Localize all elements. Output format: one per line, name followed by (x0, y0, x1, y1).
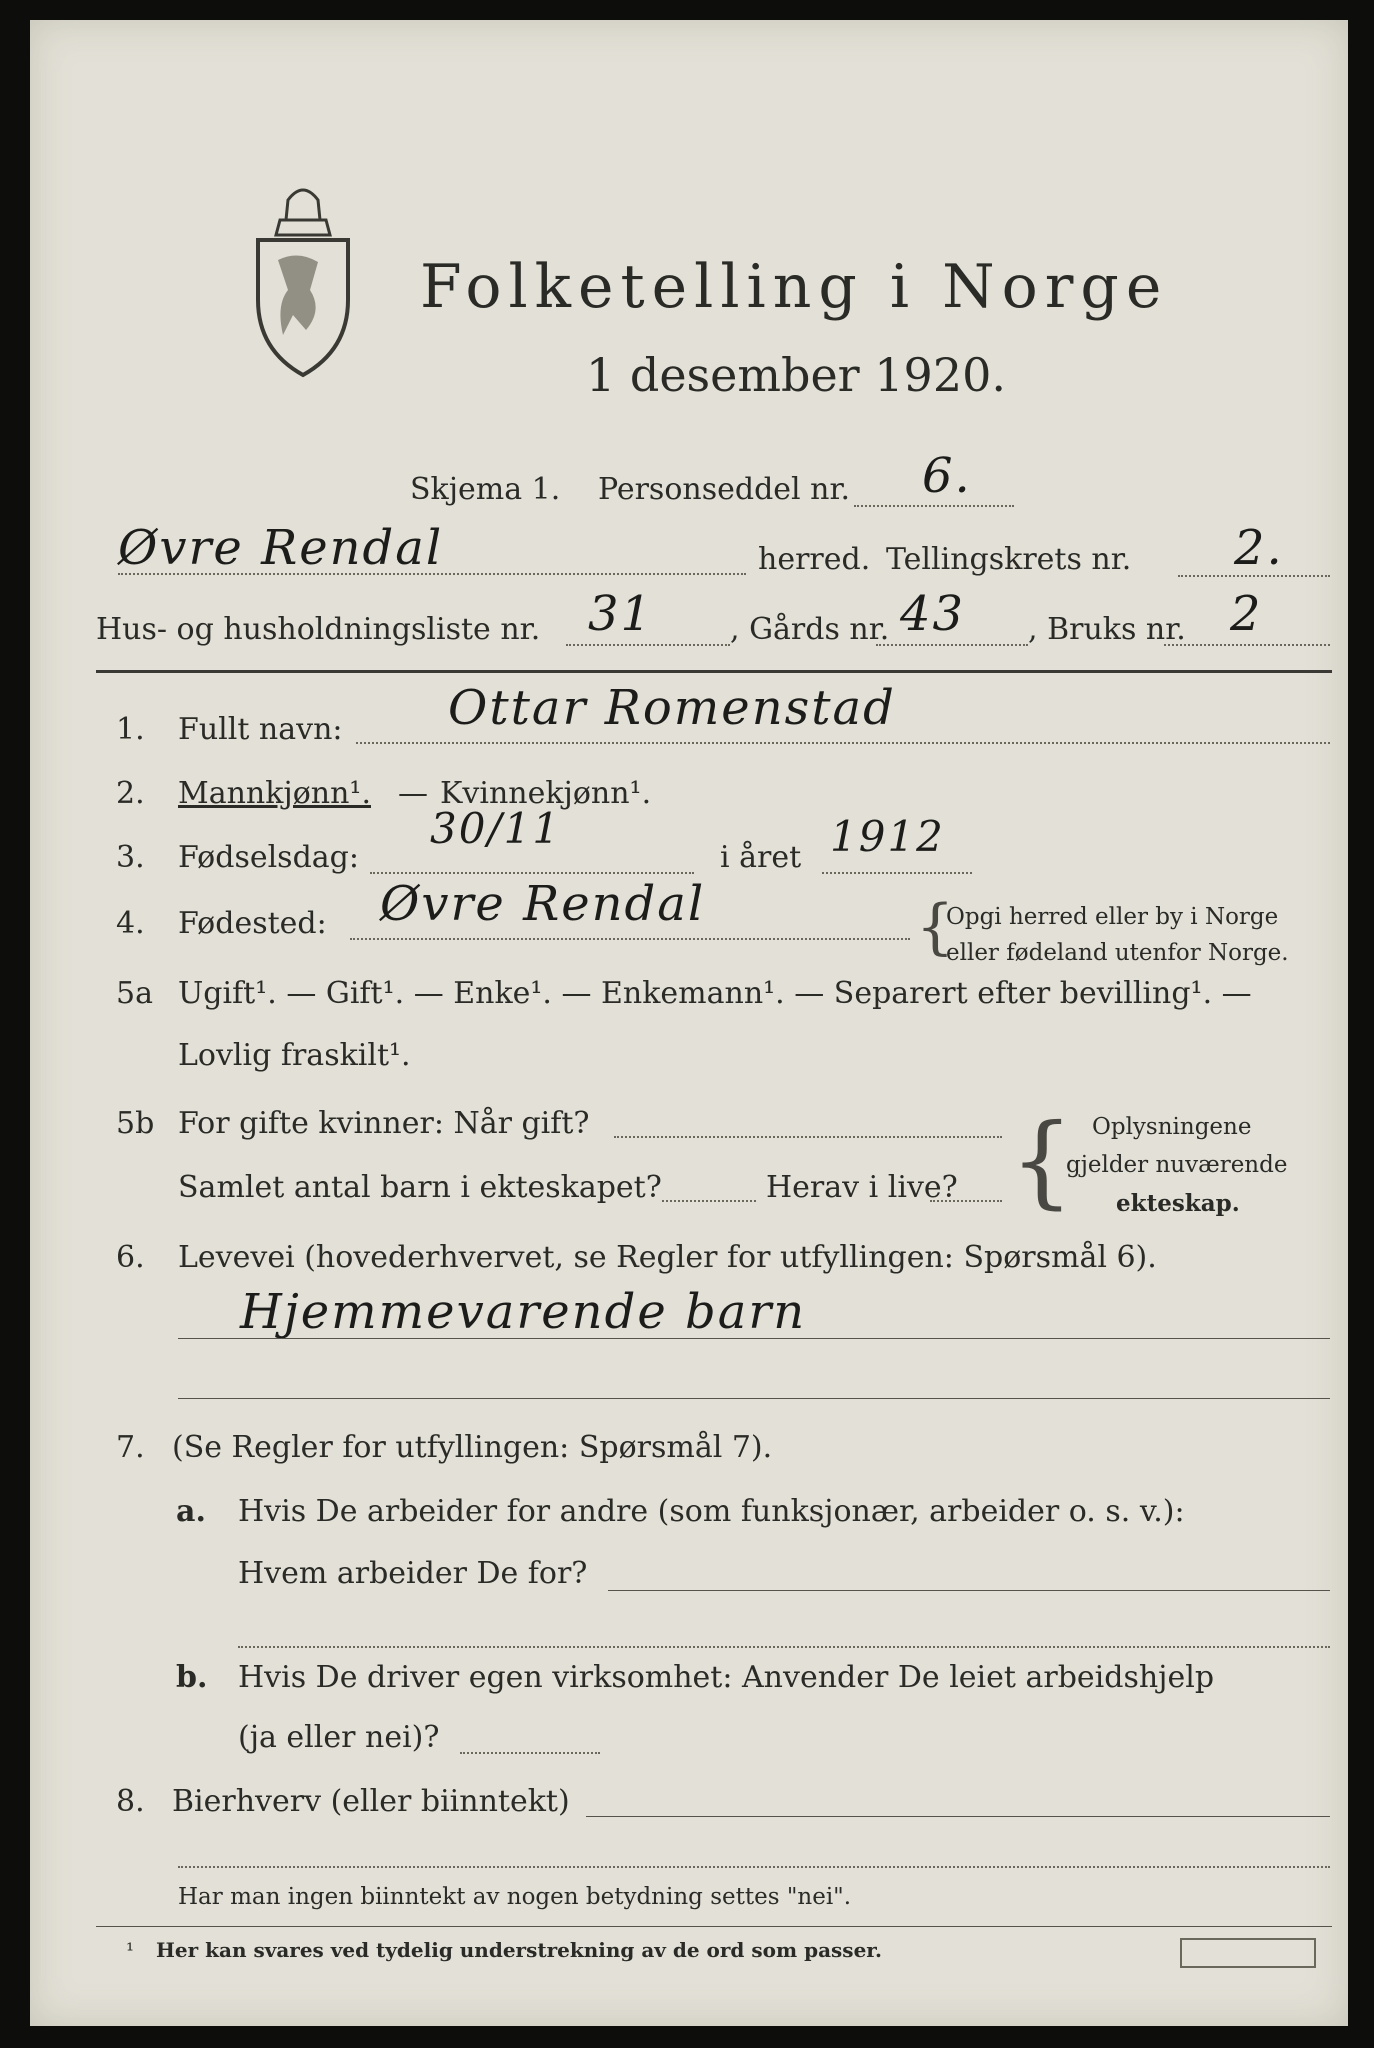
municipality-value: Øvre Rendal (118, 520, 444, 576)
footnote-mark: ¹ (126, 1938, 135, 1962)
married-when-label: For gifte kvinner: Når gift? (178, 1106, 590, 1141)
form-title: Folketelling i Norge (420, 252, 1169, 322)
children-count-label: Samlet antal barn i ekteskapet? (178, 1170, 662, 1205)
farm-number: 43 (900, 586, 966, 642)
census-form-page (30, 20, 1348, 2026)
birth-year-label: i året (720, 840, 802, 875)
employer-question-line2: Hvem arbeider De for? (238, 1556, 588, 1591)
birthplace-value: Øvre Rendal (380, 876, 706, 932)
marriage-note-line3: ekteskap. (1116, 1190, 1240, 1217)
birthplace-note-line2: eller fødeland utenfor Norge. (946, 940, 1289, 966)
side-income-label: Bierhverv (eller biinntekt) (172, 1784, 570, 1819)
q3-number: 3. (116, 840, 145, 875)
household-list-label: Hus- og husholdningsliste nr. (96, 612, 541, 647)
q2-number: 2. (116, 776, 145, 811)
schema-label: Skjema 1. (410, 472, 561, 507)
female-option: Kvinnekjønn¹. (440, 776, 652, 811)
birthdate-value: 30/11 (430, 804, 562, 853)
marriage-note-line2: gjelder nuværende (1066, 1152, 1288, 1178)
printer-stamp-icon (1180, 1938, 1316, 1968)
occupation-label: Levevei (hovederhvervet, se Regler for utfyllingen: Spørsmål 6). (178, 1240, 1157, 1275)
coat-of-arms-icon (248, 180, 358, 380)
self-employed-question-line1: Hvis De driver egen virksomhet: Anvender De leiet arbeidshjelp (238, 1660, 1215, 1695)
side-income-note: Har man ingen biinntekt av nogen betydning settes "nei". (178, 1884, 852, 1910)
marriage-note-brace: { (1010, 1102, 1074, 1219)
personseddel-label: Personseddel nr. (598, 472, 851, 507)
personseddel-number: 6. (922, 448, 972, 504)
holding-number: 2 (1230, 586, 1263, 642)
full-name-label: Fullt navn: (178, 712, 343, 747)
gender-separator: — (398, 776, 428, 811)
q7a-letter: a. (176, 1494, 206, 1529)
census-date: 1 desember 1920. (586, 348, 1006, 402)
birthplace-note-line1: Opgi herred eller by i Norge (946, 904, 1279, 930)
q1-number: 1. (116, 712, 145, 747)
footnote-text: Her kan svares ved tydelig understrekning av de ord som passer. (156, 1938, 882, 1962)
marriage-note-line1: Oplysningene (1092, 1114, 1252, 1140)
children-alive-label: Herav i live? (766, 1170, 958, 1205)
census-district-number: 2. (1234, 520, 1284, 576)
q7b-letter: b. (176, 1660, 208, 1695)
self-employed-question-line2: (ja eller nei)? (238, 1720, 440, 1755)
marital-status-options: Ugift¹. — Gift¹. — Enke¹. — Enkemann¹. — Separert efter bevilling¹. — (178, 976, 1252, 1011)
male-option: Mannkjønn¹. (178, 776, 371, 811)
q7-number: 7. (116, 1430, 145, 1465)
holding-number-label: , Bruks nr. (1028, 612, 1186, 647)
full-name-value: Ottar Romenstad (448, 680, 896, 736)
municipality-label: herred. (758, 542, 871, 577)
birthplace-label: Fødested: (178, 906, 327, 941)
occupation-value: Hjemmevarende barn (240, 1284, 807, 1340)
census-district-label: Tellingskrets nr. (886, 542, 1132, 577)
farm-number-label: , Gårds nr. (730, 612, 890, 647)
q4-number: 4. (116, 906, 145, 941)
q5a-number: 5a (116, 976, 153, 1011)
household-list-number: 31 (588, 586, 654, 642)
q5b-number: 5b (116, 1106, 155, 1141)
employer-question-line1: Hvis De arbeider for andre (som funksjonær, arbeider o. s. v.): (238, 1494, 1185, 1529)
birthdate-label: Fødselsdag: (178, 840, 359, 875)
birthplace-note-brace: { (916, 892, 955, 962)
q6-number: 6. (116, 1240, 145, 1275)
marital-status-divorced: Lovlig fraskilt¹. (178, 1038, 411, 1073)
q8-number: 8. (116, 1784, 145, 1819)
birth-year-value: 1912 (830, 812, 945, 861)
employment-label: (Se Regler for utfyllingen: Spørsmål 7). (172, 1430, 773, 1465)
